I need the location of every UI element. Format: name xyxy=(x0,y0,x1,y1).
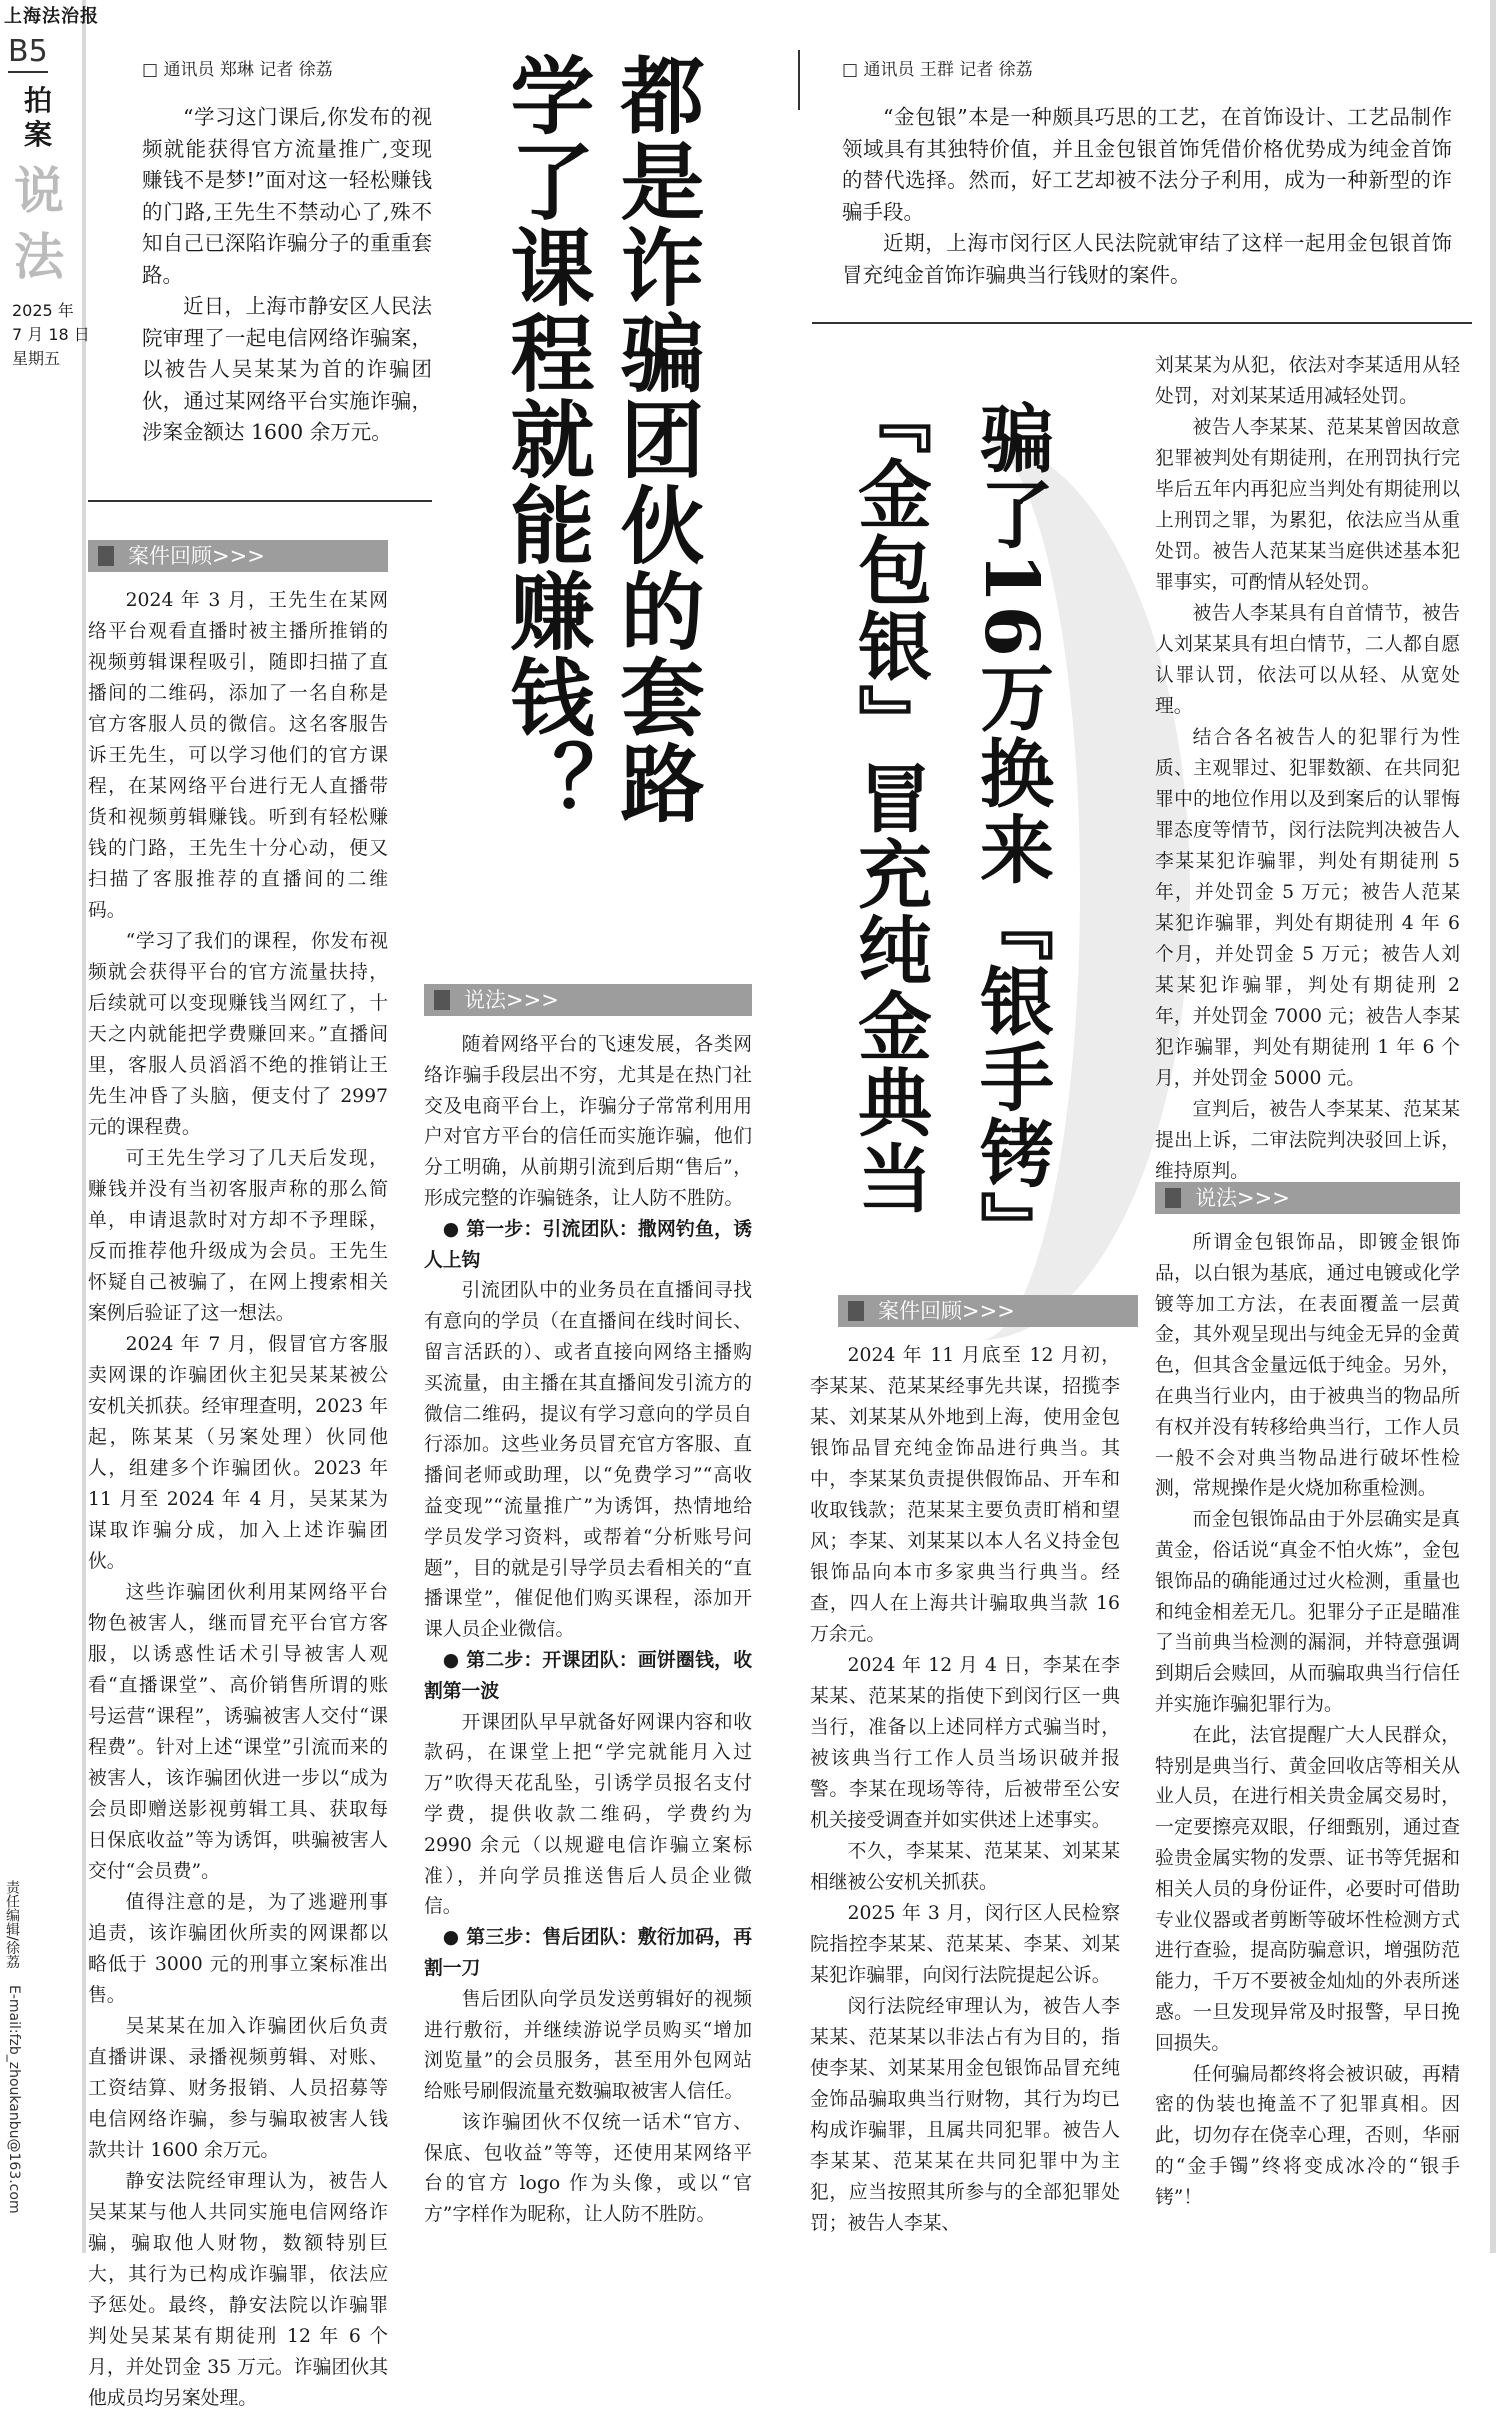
column-name-char: 拍 xyxy=(24,84,53,117)
paragraph: 而金包银饰品由于外层确实是真黄金，俗话说“真金不怕火炼”，金包银饰品的确能通过过火检测，重量也和纯金相差无几。犯罪分子正是瞄准了当前典当检测的漏洞，并特意强调到期后会赎回，从而骗取典当行信任并实施诈骗犯罪行为。 xyxy=(1155,1509,1460,1715)
lead-paragraph: 近期，上海市闵行区人民法院就审结了这样一起用金包银首饰冒充纯金首饰诈骗典当行钱财的案件。 xyxy=(842,231,1452,287)
paragraph: 引流团队中的业务员在直播间寻找有意向的学员（在直播间在线时间长、留言活跃的）、或者直接向网络主播购买流量，由主播在其直播间发引流方的微信二维码，提议有学习意向的学员自行添加。这些业务员冒充官方客服、直播间老师或助理，以“免费学习”“高收益变现”“流量推广”为诱饵，热情地给学员发学习资料，或帮着“分析账号问题”，目的就是引导学员去看相关的“直播课堂”，催促他们购买课程，添加开课人员企业微信。 xyxy=(424,1280,752,1641)
step-heading: ● 第三步：售后团队：敷衍加码，再割一刀 xyxy=(424,1923,752,1985)
lead-paragraph: 近日，上海市静安区人民法院审理了一起电信网络诈骗案，以被告人吴某某为首的诈骗团伙，通过某网络平台实施诈骗，涉案金额达 1600 余万元。 xyxy=(142,294,432,444)
column-divider xyxy=(798,50,800,110)
column-name-char: 案 xyxy=(24,118,53,151)
article2-verdict xyxy=(1155,350,1460,1182)
paragraph: 随着网络平台的飞速发展，各类网络诈骗手段层出不穷，尤其是在热门社交及电商平台上，诈骗分子常常利用用户对官方平台的信任而实施诈骗，他们分工明确，从前期引流到后期“售后”，形成完整的诈骗链条，让人防不胜防。 xyxy=(424,1034,752,1209)
lead-paragraph: “金包银”本是一种颇具巧思的工艺，在首饰设计、工艺品制作领域具有其独特价值，并且金包银首饰凭借价格优势成为纯金首饰的替代选择。然而，好工艺却被不法分子利用，成为一种新型的诈骗手段。 xyxy=(842,105,1452,224)
paragraph: 宣判后，被告人李某某、范某某提出上诉，二审法院判决驳回上诉，维持原判。 xyxy=(1155,1099,1460,1182)
paragraph: 售后团队向学员发送剪辑好的视频进行敷衍，并继续游说学员购买“增加浏览量”的会员服务，甚至用外包网站给账号刷假流量充数骗取被害人信任。 xyxy=(424,1988,752,2103)
paragraph: 静安法院经审理认为，被告人吴某某与他人共同实施电信网络诈骗，骗取他人财物，数额特别巨大，其行为已构成诈骗罪，依法应予惩处。最终，静安法院以诈骗罪判处吴某某有期徒刑 12 年 6 个月，并处罚金 35 万元。诈骗团伙其他成员均另案处理。 xyxy=(88,2171,388,2409)
paragraph: 2024 年 12 月 4 日，李某在李某某、范某某的指使下到闵行区一典当行，准备以上述同样方式骗当时，被该典当行工作人员当场识破并报警。李某在现场等待，后被带至公安机关接受调查并如实供述上述事实。 xyxy=(810,1655,1120,1831)
date-year: 2025 年 xyxy=(12,301,74,320)
paragraph: 2024 年 7 月，假冒官方客服卖网课的诈骗团伙主犯吴某某被公安机关抓获。经审理查明，2023 年起，陈某某（另案处理）伙同他人，组建多个诈骗团伙。2023 年 11 月至 2024 年 4 月，吴某某为谋取诈骗分成，加入上述诈骗团伙。 xyxy=(88,1334,388,1572)
article1-headline-line2: 学了课程就能赚钱？ xyxy=(497,52,596,826)
paragraph: 可王先生学习了几天后发现，赚钱并没有当初客服声称的那么简单，申请退款时对方却不予理睬，反而推荐他升级成为会员。王先生怀疑自己被骗了，在网上搜索相关案例后验证了这一想法。 xyxy=(88,1148,388,1324)
divider xyxy=(88,500,432,502)
article1-headline-line1: 都是诈骗团伙的套路 xyxy=(607,52,706,826)
article1-byline: □ 通讯员 郑琳 记者 徐荔 xyxy=(142,60,333,80)
right-margin-bar xyxy=(1490,0,1496,2253)
masthead: 上海法治报 xyxy=(4,6,99,27)
article1-lead xyxy=(142,102,432,449)
article1-law-talk-header: 说法>>> xyxy=(424,984,752,1016)
paragraph: 刘某某为从犯，依法对李某适用从轻处罚，对刘某某适用减轻处罚。 xyxy=(1155,355,1460,407)
editor-label: 责任编辑/徐荔 xyxy=(4,1880,20,1969)
article2-lead xyxy=(842,102,1452,291)
paragraph: 该诈骗团伙不仅统一话术“官方、保底、包收益”等等，还使用某网络平台的官方 logo 作为头像，或以“官方”字样作为昵称，让人防不胜防。 xyxy=(424,2111,752,2226)
article2-byline: □ 通讯员 王群 记者 徐荔 xyxy=(842,60,1033,80)
article1-case-review-header: 案件回顾>>> xyxy=(88,540,388,572)
paragraph: 所谓金包银饰品，即镀金银饰品，以白银为基底，通过电镀或化学镀等加工方法，在表面覆盖一层黄金，其外观呈现出与纯金无异的金黄色，但其含金量远低于纯金。另外，在典当行业内，由于被典当的物品所有权并没有转移给典当行，工作人员一般不会对典当物品进行破坏性检测，常规操作是火烧加称重检测。 xyxy=(1155,1232,1460,1500)
editor-email: E-mail:fzb_zhoukanbu@163.com xyxy=(6,1985,22,2214)
paragraph: 吴某某在加入诈骗团伙后负责直播讲课、录播视频剪辑、对账、工资结算、财务报销、人员招募等电信网络诈骗，参与骗取被害人钱款共计 1600 余万元。 xyxy=(88,2016,388,2161)
paragraph: 这些诈骗团伙利用某网络平台物色被害人，继而冒充平台官方客服，以诱惑性话术引导被害人观看“直播课堂”、高价销售所谓的账号运营“课程”，诱骗被害人交付“课程费”。针对上述“课堂”引流而来的被害人，该诈骗团伙进一步以“成为会员即赠送影视剪辑工具、获取每日保底收益”等为诱饵，哄骗被害人交付“会员费”。 xyxy=(88,1582,388,1882)
article1-case-review xyxy=(88,585,388,2409)
paragraph: 被告人李某具有自首情节，被告人刘某某具有坦白情节，二人都自愿认罪认罚，依法可以从轻、从宽处理。 xyxy=(1155,603,1460,717)
article2-case-review-header: 案件回顾>>> xyxy=(838,1295,1138,1327)
paragraph: “学习了我们的课程，你发布视频就会获得平台的官方流量扶持，后续就可以变现赚钱当网红了，十天之内就能把学费赚回来。”直播间里，客服人员滔滔不绝的推销让王先生冲昏了头脑，便支付了 2997 元的课程费。 xyxy=(88,931,388,1138)
article2-headline-line1: 骗了16万换来『银手铐』 xyxy=(968,400,1054,1267)
column-name-big-char: 法 xyxy=(14,227,64,286)
divider xyxy=(812,322,1472,324)
page-code: B5 xyxy=(8,34,48,73)
column-name-big-char: 说 xyxy=(14,161,64,220)
article2-headline-line2: 『金包银』冒充纯金典当 xyxy=(846,380,932,1216)
paragraph: 2025 年 3 月，闵行区人民检察院指控李某某、范某某、李某、刘某某犯诈骗罪，向闵行法院提起公诉。 xyxy=(810,1903,1120,1986)
paragraph: 2024 年 3 月，王先生在某网络平台观看直播时被主播所推销的视频剪辑课程吸引，随即扫描了直播间的二维码，添加了一名自称是官方客服人员的微信。这名客服告诉王先生，可以学习他们的官方课程，在某网络平台进行无人直播带货和视频剪辑赚钱。听到有轻松赚钱的门路，王先生十分心动，便又扫描了客服推荐的直播间的二维码。 xyxy=(88,590,388,921)
paragraph: 结合各名被告人的犯罪行为性质、主观罪过、犯罪数额、在共同犯罪中的地位作用以及到案后的认罪悔罪态度等情节，闵行法院判决被告人李某某犯诈骗罪，判处有期徒刑 5 年，并处罚金 5 万元；被告人范某某犯诈骗罪，判处有期徒刑 4 年 6 个月，并处罚金 5 万元；被告人刘某某犯诈骗罪，判处有期徒刑 2 年，并处罚金 7000 元；被告人李某犯诈骗罪，判处有期徒刑 1 年 6 个月，并处罚金 5000 元。 xyxy=(1155,727,1460,1089)
lead-paragraph: “学习这门课后,你发布的视频就能获得官方流量推广,变现赚钱不是梦!”面对这一轻松赚钱的门路,王先生不禁动心了,殊不知自己已深陷诈骗分子的重重套路。 xyxy=(142,105,432,287)
paragraph: 闵行法院经审理认为，被告人李某某、范某某以非法占有为目的，指使李某、刘某某用金包银饰品冒充纯金饰品骗取典当行财物，其行为均已构成诈骗罪，且属共同犯罪。被告人李某某、范某某在共同犯罪中为主犯，应当按照其所参与的全部犯罪处罚；被告人李某、 xyxy=(810,1996,1120,2234)
paragraph: 被告人李某某、范某某曾因故意犯罪被判处有期徒刑，在刑罚执行完毕后五年内再犯应当判处有期徒刑以上刑罚之罪，为累犯，依法应当从重处罚。被告人范某某当庭供述基本犯罪事实，可酌情从轻处罚。 xyxy=(1155,417,1460,593)
paragraph: 2024 年 11 月底至 12 月初，李某某、范某某经事先共谋，招揽李某、刘某某从外地到上海，使用金包银饰品冒充纯金饰品进行典当。其中，李某某负责提供假饰品、开车和收取钱款；范某某主要负责盯梢和望风；李某、刘某某以本人名义持金包银饰品向本市多家典当行典当。经查，四人在上海共计骗取典当款 16 万余元。 xyxy=(810,1345,1120,1645)
paragraph: 在此，法官提醒广大人民群众，特别是典当行、黄金回收店等相关从业人员，在进行相关贵金属交易时，一定要擦亮双眼，仔细甄别，通过查验贵金属实物的发票、证书等凭据和相关人员的身份证件，必要时可借助专业仪器或者剪断等破坏性检测方式进行查验，提高防骗意识，增强防范能力，千万不要被金灿灿的外表所迷惑。一旦发现异常及时报警，早日挽回损失。 xyxy=(1155,1724,1460,2054)
date-weekday: 星期五 xyxy=(12,349,61,368)
paragraph: 不久，李某某、范某某、刘某某相继被公安机关抓获。 xyxy=(810,1841,1120,1893)
article2-law-talk xyxy=(1155,1228,1460,2228)
article2-law-talk-header: 说法>>> xyxy=(1155,1182,1460,1214)
article2-case-review xyxy=(810,1340,1120,2234)
step-heading: ● 第一步：引流团队：撒网钓鱼，诱人上钩 xyxy=(424,1215,752,1277)
date-day: 7 月 18 日 xyxy=(12,325,90,344)
step-heading: ● 第二步：开课团队：画饼圈钱，收割第一波 xyxy=(424,1646,752,1708)
paragraph: 开课团队早早就备好网课内容和收款码，在课堂上把“学完就能月入过万”吹得天花乱坠，引诱学员报名支付学费，提供收款二维码，学费约为 2990 余元（以规避电信诈骗立案标准），并向学员推送售后人员企业微信。 xyxy=(424,1711,752,1918)
paragraph: 值得注意的是，为了逃避刑事追责，该诈骗团伙所卖的网课都以略低于 3000 元的刑事立案标准出售。 xyxy=(88,1892,388,2006)
article1-law-talk xyxy=(424,1030,752,2230)
paragraph: 任何骗局都终将会被识破，再精密的伪装也掩盖不了犯罪真相。因此，切勿存在侥幸心理，否则，华丽的“金手镯”终将变成冰冷的“银手铐”！ xyxy=(1155,2063,1460,2208)
